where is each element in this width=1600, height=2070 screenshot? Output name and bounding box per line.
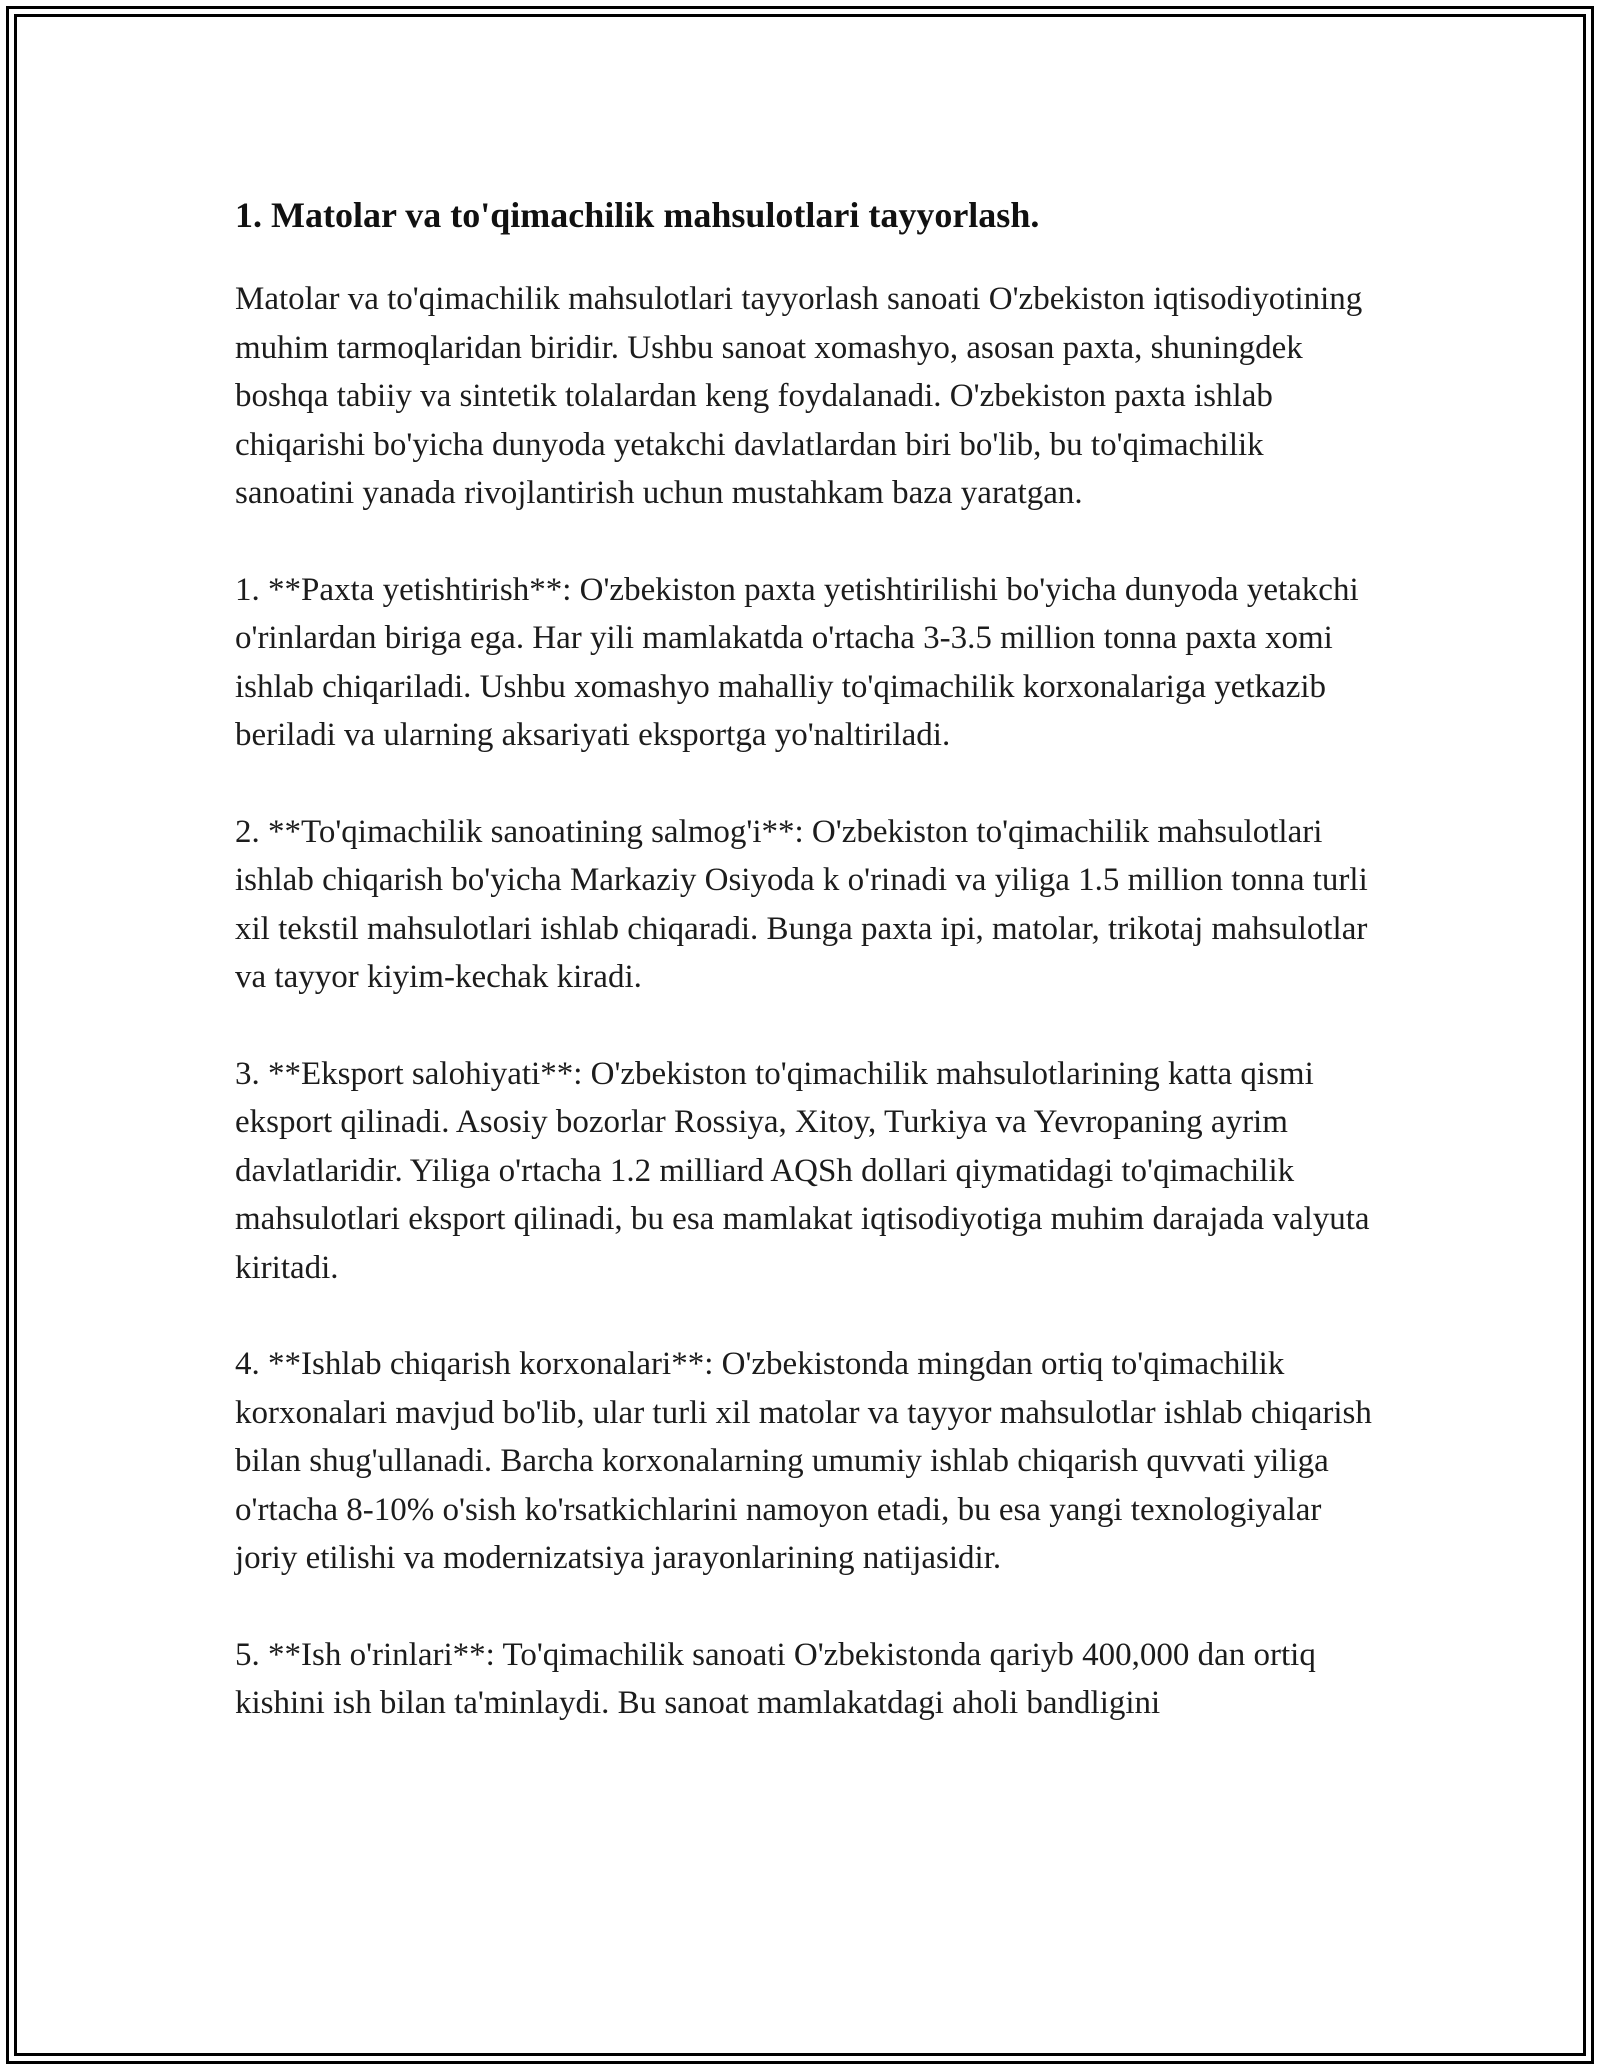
paragraph-ishlab-chiqarish-korxonalari: 4. **Ishlab chiqarish korxonalari**: O'zbekistonda mingdan ortiq to'qimachilik korxonalari mavjud bo'lib, ular turli xil matolar va tayyor mahsulotlar ishlab chiqarish bilan shug'ullanadi. Barcha korxonalarning umumiy ishlab chiqarish quvvati yiliga o'rtacha 8-10% o'sish ko'rsatkichlarini namoyon etadi, bu esa yangi texnologiyalar joriy etilishi va modernizatsiya jarayonlarining natijasidir.	[235, 1346, 1372, 1576]
paragraph-eksport-salohiyati: 3. **Eksport salohiyati**: O'zbekiston to'qimachilik mahsulotlarining katta qismi eksport qilinadi. Asosiy bozorlar Rossiya, Xitoy, Turkiya va Yevropaning ayrim davlatlaridir. Yiliga o'rtacha 1.2 milliard AQSh dollari qiymatidagi to'qimachilik mahsulotlari eksport qilinadi, bu esa mamlakat iqtisodiyotiga muhim darajada valyuta kiritadi.	[235, 1055, 1370, 1286]
paragraph-sanoat-salmogi: 2. **To'qimachilik sanoatining salmog'i**: O'zbekiston to'qimachilik mahsulotlari ishlab chiqarish bo'yicha Markaziy Osiyoda k o'rinadi va yiliga 1.5 million tonna turli xil tekstil mahsulotlari ishlab chiqaradi. Bunga paxta ipi, matolar, trikotaj mahsulotlar va tayyor kiyim-kechak kiradi.	[235, 813, 1368, 995]
section-heading: 1. Matolar va to'qimachilik mahsulotlari tayyorlash.	[235, 195, 1040, 235]
intro-paragraph: Matolar va to'qimachilik mahsulotlari tayyorlash sanoati O'zbekiston iqtisodiyotining muhim tarmoqlaridan biridir. Ushbu sanoat xomashyo, asosan paxta, shuningdek boshqa tabiiy va sintetik tolalardan keng foydalanadi. O'zbekiston paxta ishlab chiqarishi bo'yicha dunyoda yetakchi davlatlardan biri bo'lib, bu to'qimachilik sanoatini yanada rivojlantirish uchun mustahkam baza yaratgan.	[235, 281, 1363, 511]
paragraph-ish-orinlari: 5. **Ish o'rinlari**: To'qimachilik sanoati O'zbekistonda qariyb 400,000 dan ortiq kishini ish bilan ta'minlaydi. Bu sanoat mamlakatdagi aholi bandligini	[235, 1636, 1316, 1721]
paragraph-paxta-yetishtirish: 1. **Paxta yetishtirish**: O'zbekiston paxta yetishtirilishi bo'yicha dunyoda yetakchi o'rinlardan biriga ega. Har yili mamlakatda o'rtacha 3-3.5 million tonna paxta xomi ishlab chiqariladi. Ushbu xomashyo mahalliy to'qimachilik korxonalariga yetkazib beriladi va ularning aksariyati eksportga yo'naltiriladi.	[235, 571, 1359, 753]
document-body	[235, 185, 1375, 1776]
